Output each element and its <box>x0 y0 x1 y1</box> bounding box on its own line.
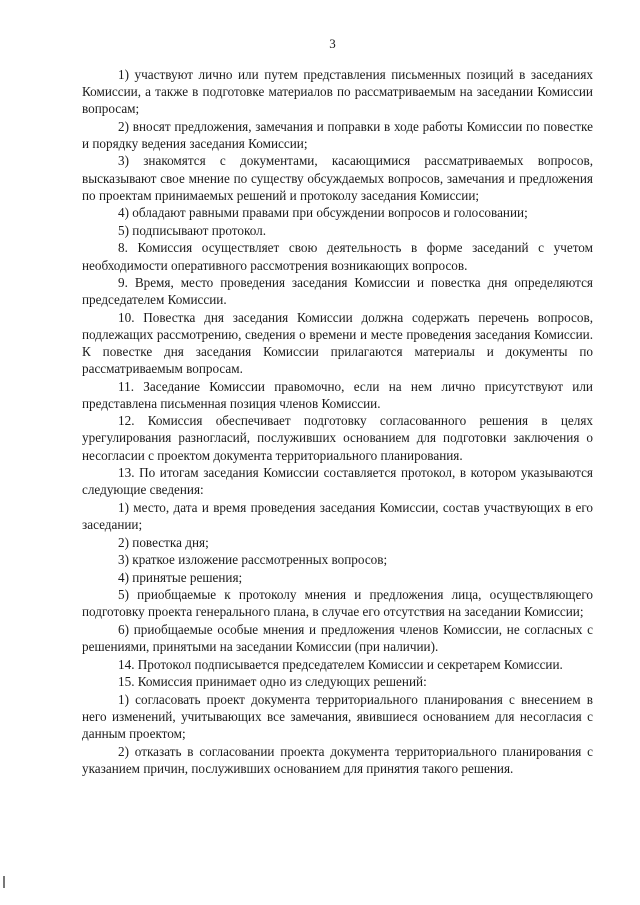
paragraph: 5) подписывают протокол. <box>118 222 267 238</box>
paragraph: 1) место, дата и время проведения заседания Комиссии, состав участвующих в его заседании; <box>82 499 593 532</box>
paragraph: 4) принятые решения; <box>118 569 243 585</box>
paragraph: 13. По итогам заседания Комиссии составляется протокол, в котором указываются следующие сведения: <box>82 465 593 498</box>
paragraph: 2) вносят предложения, замечания и поправки в ходе работы Комиссии по повестке и порядку ведения заседания Комиссии; <box>82 118 593 151</box>
paragraph: 1) участвуют лично или путем представления письменных позиций в заседаниях Комиссии, а также в подготовке материалов по рассматриваемым на заседании Комиссии вопросам; <box>82 67 593 117</box>
paragraph: 8. Комиссия осуществляет свою деятельность в форме заседаний с учетом необходимости оперативного рассмотрения возникающих вопросов. <box>82 240 593 273</box>
paragraph: 2) повестка дня; <box>118 534 209 550</box>
paragraph: 2) отказать в согласовании проекта документа территориального планирования с указанием причин, послуживших основанием для принятия такого решения. <box>82 743 593 776</box>
paragraph: 1) согласовать проект документа территориального планирования с внесением в него изменений, учитывающих все замечания, явившиеся основанием для несогласия с данным проектом; <box>82 691 593 742</box>
paragraph: 9. Время, место проведения заседания Комиссии и повестка дня определяются председателем Комиссии. <box>82 275 593 308</box>
paragraph: 5) приобщаемые к протоколу мнения и предложения лица, осуществляющего подготовку проекта генерального плана, в случае его отсутствия на заседании Комиссии; <box>82 587 593 620</box>
page-number: 3 <box>329 36 336 51</box>
scan-artifact <box>3 876 5 888</box>
paragraph: 3) краткое изложение рассмотренных вопросов; <box>118 552 388 568</box>
paragraph: 3) знакомятся с документами, касающимися рассматриваемых вопросов, высказывают свое мнение по существу обсуждаемых вопросов, замечания и предложения по проектам принимаемых решений и протоколу заседания Комиссии; <box>82 153 593 203</box>
paragraph: 14. Протокол подписывается председателем Комиссии и секретарем Комиссии. <box>118 656 563 672</box>
paragraph: 12. Комиссия обеспечивает подготовку согласованного решения в целях урегулирования разногласий, послуживших основанием для подготовки заключения о несогласии с проектом документа территориального планирования. <box>82 413 593 463</box>
document-body <box>82 66 593 777</box>
paragraph: 4) обладают равными правами при обсуждении вопросов и голосовании; <box>118 205 528 221</box>
paragraph: 6) приобщаемые особые мнения и предложения членов Комиссии, не согласных с решениями, принятыми на заседании Комиссии (при наличии). <box>82 622 593 655</box>
paragraph: 11. Заседание Комиссии правомочно, если на нем лично присутствуют или представлена письменная позиция членов Комиссии. <box>82 378 593 411</box>
paragraph: 15. Комиссия принимает одно из следующих решений: <box>118 674 427 690</box>
paragraph: 10. Повестка дня заседания Комиссии должна содержать перечень вопросов, подлежащих рассмотрению, сведения о времени и месте проведения заседания Комиссии. К повестке дня заседания Комиссии прилагаются материалы и документы по рассматриваемым вопросам. <box>82 309 593 377</box>
